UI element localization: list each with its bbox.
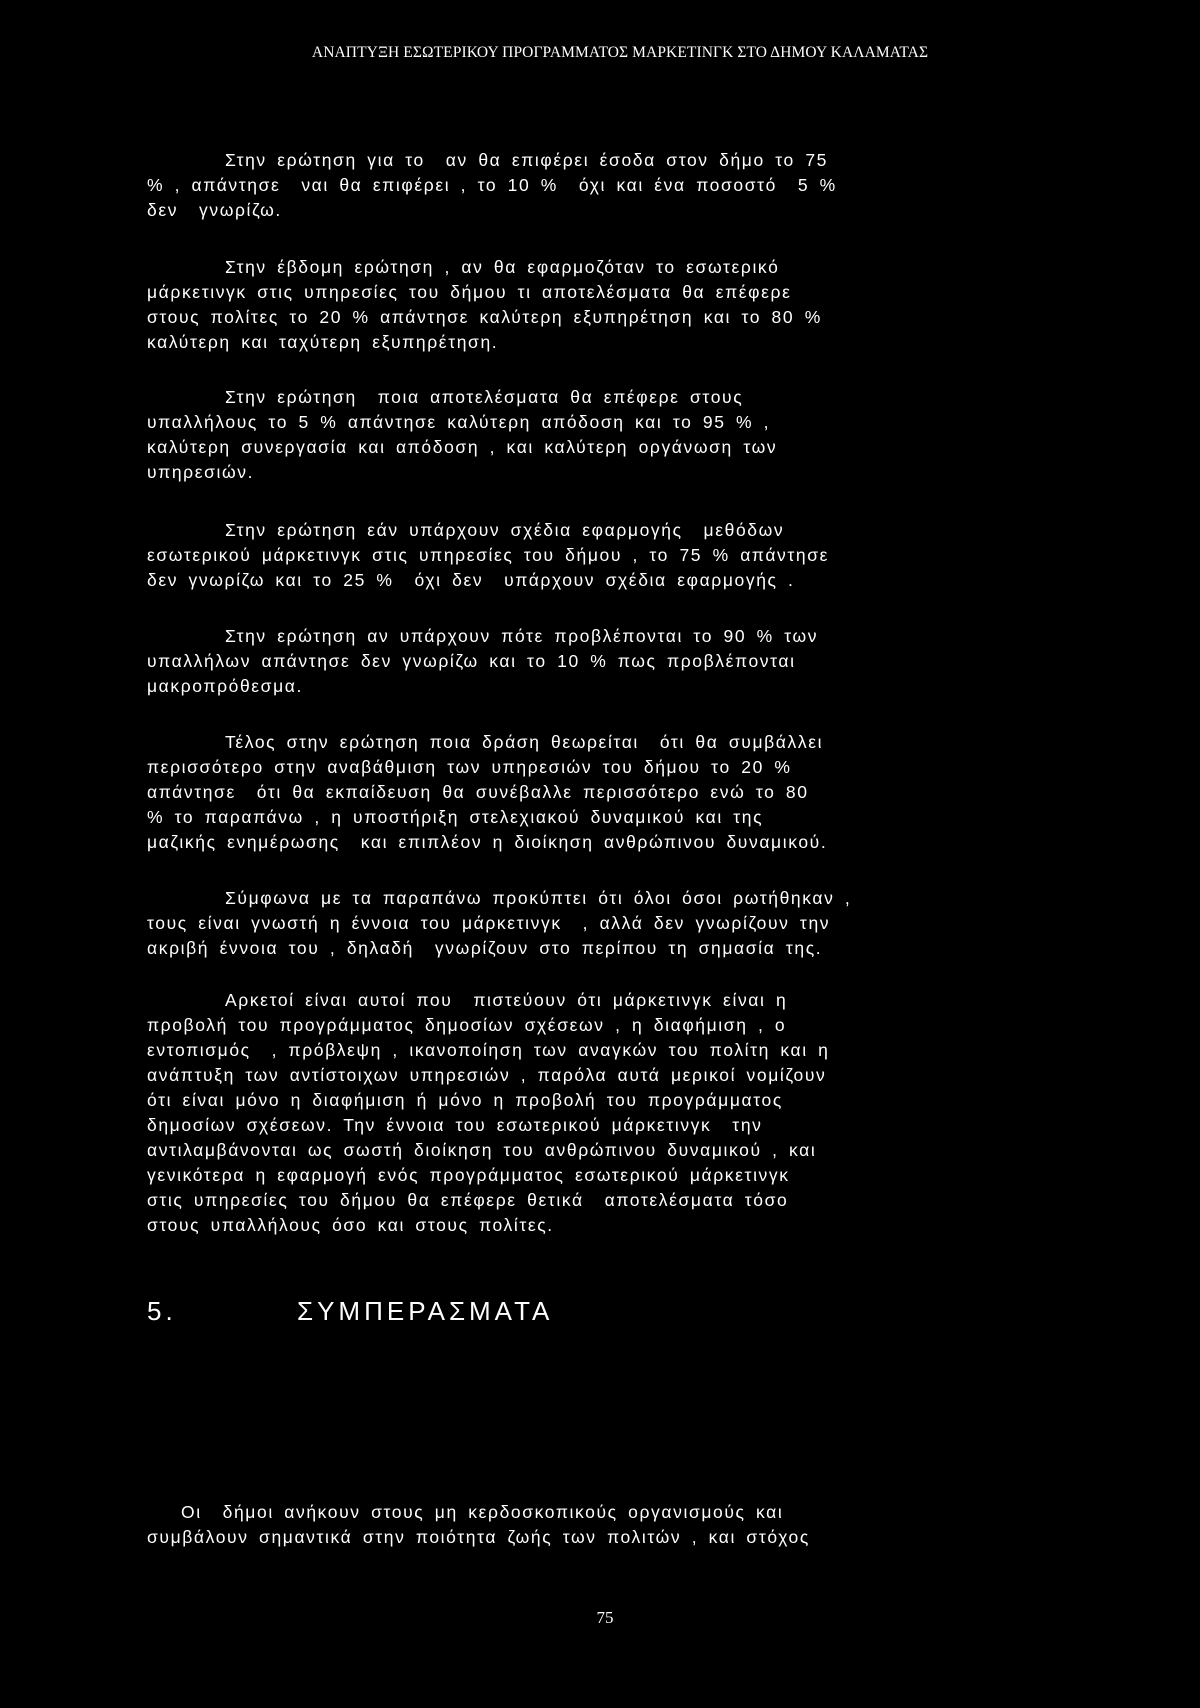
- text-line: Σύμφωνα με τα παραπάνω προκύπτει ότι όλοι όσοι ρωτήθηκαν ,: [225, 888, 852, 908]
- text-line: μακροπρόθεσμα.: [147, 676, 303, 696]
- text-line: υπαλλήλους το 5 % απάντησε καλύτερη απόδοση και το 95 % ,: [147, 412, 771, 432]
- text-line: Στην ερώτηση εάν υπάρχουν σχέδια εφαρμογής μεθόδων: [225, 520, 785, 540]
- text-line: συμβάλουν σημαντικά στην ποιότητα ζωής των πολιτών , και στόχος: [147, 1527, 810, 1547]
- text-line: εσωτερικού μάρκετινγκ στις υπηρεσίες του δήμου , το 75 % απάντησε: [147, 545, 830, 565]
- paragraph-final-question: [147, 730, 1047, 855]
- paragraph-employee-results: [147, 385, 1047, 485]
- text-line: αντιλαμβάνονται ως σωστή διοίκηση του ανθρώπινου δυναμικού , και: [147, 1140, 817, 1160]
- text-line: υπαλλήλων απάντησε δεν γνωρίζω και το 10 % πως προβλέπονται: [147, 651, 796, 671]
- paragraph-seventh-question: [147, 255, 1047, 355]
- section-heading: [147, 1296, 553, 1327]
- text-line: % , απάντησε ναι θα επιφέρει , το 10 % όχι και ένα ποσοστό 5 %: [147, 175, 837, 195]
- text-line: Αρκετοί είναι αυτοί που πιστεύουν ότι μάρκετινγκ είναι η: [225, 990, 788, 1010]
- text-line: στους υπαλλήλους όσο και στους πολίτες.: [147, 1215, 554, 1235]
- text-line: γενικότερα η εφαρμογή ενός προγράμματος εσωτερικού μάρκετινγκ: [147, 1165, 790, 1185]
- text-line: Στην ερώτηση αν υπάρχουν πότε προβλέπονται το 90 % των: [225, 626, 819, 646]
- text-line: ότι είναι μόνο η διαφήμιση ή μόνο η προβολή του προγράμματος: [147, 1090, 783, 1110]
- text-line: καλύτερη και ταχύτερη εξυπηρέτηση.: [147, 332, 499, 352]
- text-line: μαζικής ενημέρωσης και επιπλέον η διοίκηση ανθρώπινου δυναμικού.: [147, 832, 828, 852]
- text-line: δεν γνωρίζω.: [147, 200, 282, 220]
- text-line: μάρκετινγκ στις υπηρεσίες του δήμου τι αποτελέσματα θα επέφερε: [147, 282, 792, 302]
- text-line: Στην ερώτηση για το αν θα επιφέρει έσοδα στον δήμο το 75: [225, 150, 828, 170]
- text-line: Τέλος στην ερώτηση ποια δράση θεωρείται ότι θα συμβάλλει: [225, 732, 824, 752]
- text-line: τους είναι γνωστή η έννοια του μάρκετινγκ , αλλά δεν γνωρίζουν την: [147, 913, 831, 933]
- text-line: δεν γνωρίζω και το 25 % όχι δεν υπάρχουν σχέδια εφαρμογής .: [147, 570, 795, 590]
- section-number: 5.: [147, 1296, 177, 1326]
- text-line: στις υπηρεσίες του δήμου θα επέφερε θετικά αποτελέσματα τόσο: [147, 1190, 789, 1210]
- section-title: ΣΥΜΠΕΡΑΣΜΑΤΑ: [297, 1296, 554, 1326]
- text-line: Στην ερώτηση ποια αποτελέσματα θα επέφερε στους: [225, 387, 744, 407]
- page-header: ΑΝΑΠΤΥΞΗ ΕΣΩΤΕΡΙΚΟΥ ΠΡΟΓΡΑΜΜΑΤΟΣ ΜΑΡΚΕΤΙΝΓΚ ΣΤΟ ΔΗΜΟΥ ΚΑΛΑΜΑΤΑΣ: [311, 44, 929, 61]
- text-line: δημοσίων σχέσεων. Την έννοια του εσωτερικού μάρκετινγκ την: [147, 1115, 763, 1135]
- text-line: στους πολίτες το 20 % απάντησε καλύτερη εξυπηρέτηση και το 80 %: [147, 307, 822, 327]
- paragraph-forecast: [147, 624, 1047, 699]
- paragraph-revenue: [147, 148, 1047, 223]
- text-line: % το παραπάνω , η υποστήριξη στελεχιακού δυναμικού και της: [147, 807, 764, 827]
- paragraph-marketing-views: [147, 988, 1047, 1238]
- text-line: περισσότερο στην αναβάθμιση των υπηρεσιών του δήμου το 20 %: [147, 757, 792, 777]
- paragraph-conclusion: [147, 1500, 1047, 1550]
- text-line: ακριβή έννοια του , δηλαδή γνωρίζουν στο περίπου τη σημασία της.: [147, 938, 823, 958]
- text-line: προβολή του προγράμματος δημοσίων σχέσεων , η διαφήμιση , ο: [147, 1015, 787, 1035]
- paragraph-implementation-plans: [147, 518, 1047, 593]
- page-number: 75: [596, 1608, 614, 1627]
- text-line: απάντησε ότι θα εκπαίδευση θα συνέβαλλε περισσότερο ενώ το 80: [147, 782, 809, 802]
- text-line: υπηρεσιών.: [147, 462, 255, 482]
- paragraph-summary: [147, 886, 1047, 961]
- text-line: ανάπτυξη των αντίστοιχων υπηρεσιών , παρόλα αυτά μερικοί νομίζουν: [147, 1065, 827, 1085]
- text-line: καλύτερη συνεργασία και απόδοση , και καλύτερη οργάνωση των: [147, 437, 778, 457]
- text-line: Οι δήμοι ανήκουν στους μη κερδοσκοπικούς οργανισμούς και: [181, 1502, 784, 1522]
- text-line: Στην έβδομη ερώτηση , αν θα εφαρμοζόταν το εσωτερικό: [225, 257, 780, 277]
- text-line: εντοπισμός , πρόβλεψη , ικανοποίηση των αναγκών του πολίτη και η: [147, 1040, 830, 1060]
